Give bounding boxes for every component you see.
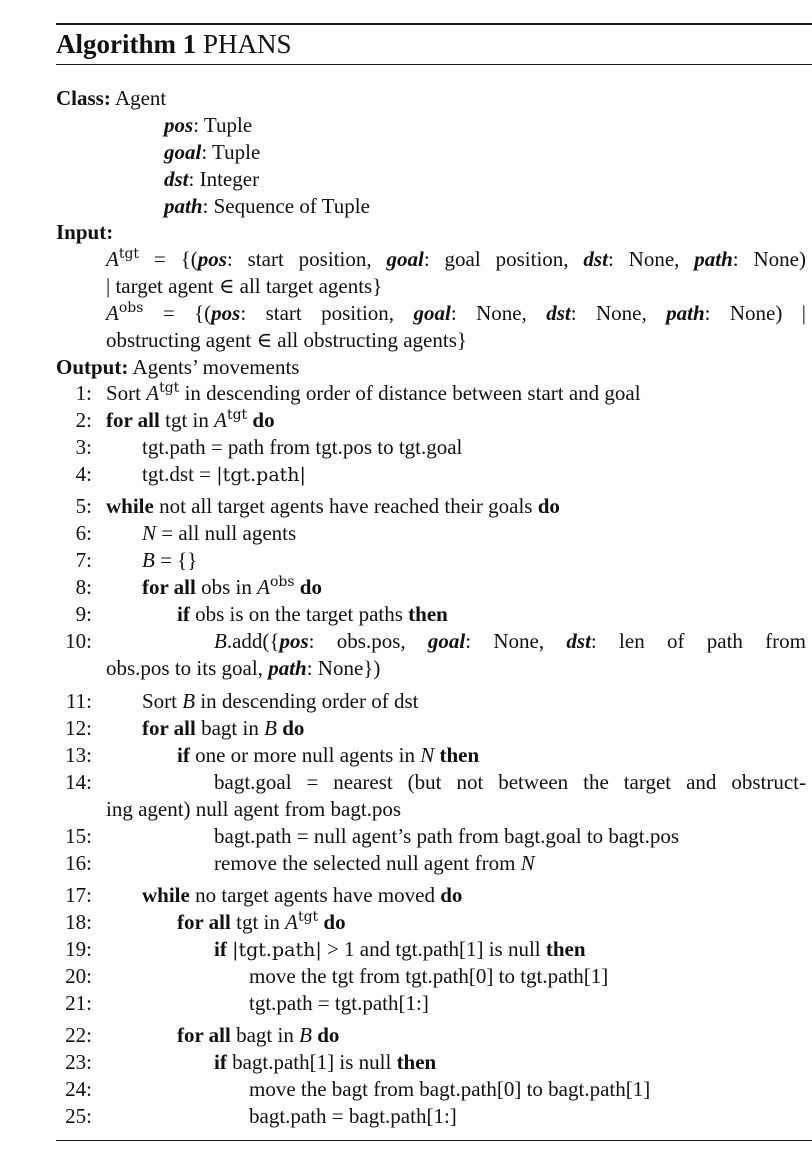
step-line: for all bagt in B do [177,1023,340,1047]
step-line: tgt.path = tgt.path[1:] [249,991,429,1015]
class-line: Class: Agent [56,86,167,110]
input-line: $A^{obs} = \{(pos$: start position, goal: None, dst: None, path: None) | [106,300,806,325]
line-number: 25: [65,1104,92,1128]
line-number: 20: [65,964,92,988]
step-line: B = {} [142,548,198,572]
line-number: 21: [65,991,92,1015]
input-line: | target agent ∈ all target agents} [106,274,383,298]
step-line: for all obs in $A^{obs}$ do [142,574,322,599]
line-number: 1: [75,381,92,405]
input-line: $A^{tgt} = \{(pos$: start position, goal: goal position, dst: None, path: None) [106,246,806,271]
step-line: bagt.path = null agent’s path from bagt.goal to bagt.pos [214,824,680,848]
step-line: for all bagt in B do [142,716,305,740]
input-label: Input: [56,220,114,244]
step-line: tgt.dst = |tgt.path| [142,462,306,486]
line-number: 19: [65,937,92,961]
title-rule [56,64,812,65]
line-number: 4: [75,462,92,486]
line-number: 24: [65,1077,92,1101]
step-line: Sort B in descending order of dst [142,689,419,713]
step-line: while no target agents have moved do [142,883,463,907]
step-line: remove the selected null agent from N [214,851,535,875]
step-line: if obs is on the target paths then [177,602,448,626]
line-number: 8: [75,575,92,599]
bottom-rule [56,1140,812,1141]
input-line: obstructing agent ∈ all obstructing agents} [106,328,467,352]
line-number: 6: [75,521,92,545]
step-line: move the bagt from bagt.path[0] to bagt.path[1] [249,1077,651,1101]
line-number: 15: [65,824,92,848]
line-number: 17: [65,883,92,907]
line-number: 13: [65,743,92,767]
line-number: 10: [65,629,92,653]
line-number: 22: [65,1023,92,1047]
step-line-continued: obs.pos to its goal, path: None}) [106,656,381,680]
step-line: bagt.path = bagt.path[1:] [249,1104,457,1128]
line-number: 2: [75,408,92,432]
step-line-continued: ing agent) null agent from bagt.pos [106,797,402,821]
step-line: for all tgt in $A^{tgt}$ do [177,909,346,934]
step-line: move the tgt from tgt.path[0] to tgt.path[1] [249,964,609,988]
step-line: while not all target agents have reached their goals do [106,494,560,518]
step-line: B.add({pos: obs.pos, goal: None, dst: len of path from [214,629,806,653]
line-number: 23: [65,1050,92,1074]
output-line: Output: Agents’ movements [56,355,300,379]
step-line: if bagt.path[1] is null then [214,1050,437,1074]
line-number: 7: [75,548,92,572]
line-number: 14: [65,770,92,794]
line-number: 11: [65,689,92,713]
line-number: 9: [75,602,92,626]
top-rule [56,23,812,25]
step-line: for all tgt in $A^{tgt}$ do [106,407,275,432]
line-number: 3: [75,435,92,459]
step-line: if |tgt.path| > 1 and tgt.path[1] is null then [214,937,586,961]
class-field: path: Sequence of Tuple [164,194,370,218]
step-line: tgt.path = path from tgt.pos to tgt.goal [142,435,463,459]
class-field: pos: Tuple [164,113,253,137]
class-field: goal: Tuple [164,140,261,164]
line-number: 16: [65,851,92,875]
line-number: 12: [65,716,92,740]
step-line: if one or more null agents in N then [177,743,480,767]
algorithm-title: Algorithm 1 PHANS [56,29,292,59]
line-number: 18: [65,910,92,934]
step-line: bagt.goal = nearest (but not between the target and obstruct- [214,770,806,794]
line-number: 5: [75,494,92,518]
step-line: N = all null agents [142,521,297,545]
step-line: Sort $A^{tgt}$ in descending order of distance between start and goal [106,380,641,405]
class-field: dst: Integer [164,167,260,191]
